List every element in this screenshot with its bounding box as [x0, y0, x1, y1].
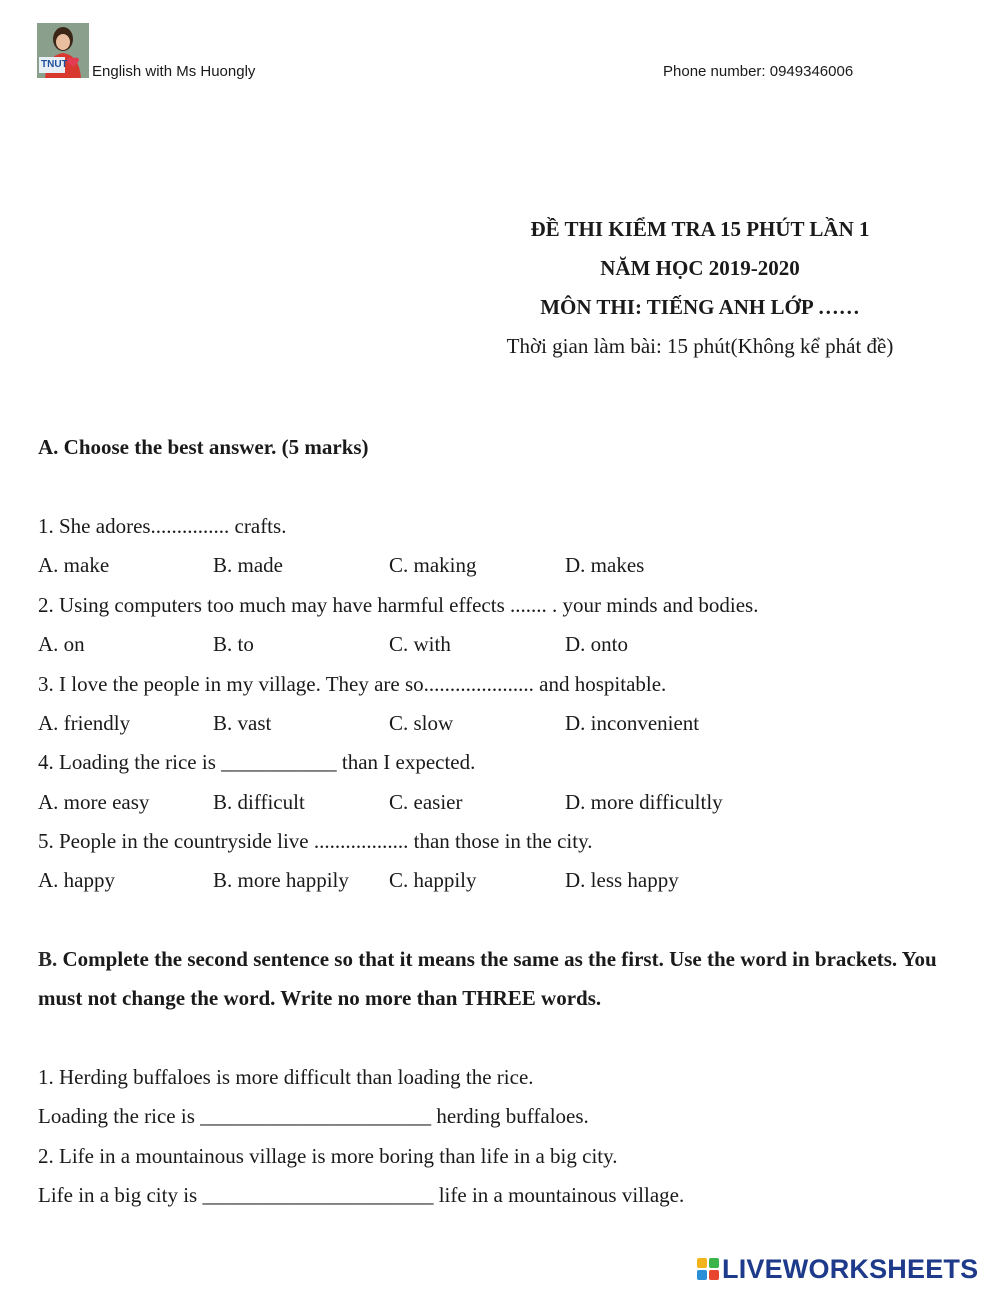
avatar-sign-text: TNUT: [41, 59, 68, 70]
rewrite-answer-1[interactable]: Loading the rice is ______________________ herding buffaloes.: [38, 1104, 589, 1128]
option-a[interactable]: A. happy: [38, 868, 115, 892]
section-b-instruction: Complete the second sentence so that it means the same as the first. Use the word in brackets. You must not change the word. Write no more than THREE words.: [38, 947, 937, 1010]
header-phone: Phone number: 0949346006: [663, 63, 854, 80]
question-2: 2. Using computers too much may have harmful effects ....... . your minds and bodies.: [38, 593, 759, 617]
option-b[interactable]: B. vast: [213, 711, 272, 735]
school-year: NĂM HỌC 2019-2020: [600, 256, 800, 280]
exam-title: ĐỀ THI KIỂM TRA 15 PHÚT LẦN 1: [530, 217, 870, 241]
option-a[interactable]: A. on: [38, 632, 85, 656]
option-a[interactable]: A. make: [38, 553, 110, 577]
rewrite-answer-2[interactable]: Life in a big city is ______________________ life in a mountainous village.: [38, 1183, 685, 1207]
header-left: English with Ms Huongly: [92, 63, 256, 80]
option-a[interactable]: A. more easy: [38, 790, 150, 814]
logo-blocks-icon: [697, 1258, 719, 1280]
logo-block: [709, 1270, 719, 1280]
option-d[interactable]: D. inconvenient: [565, 711, 700, 735]
question-1: 1. She adores............... crafts.: [38, 514, 287, 538]
rewrite-original-2: 2. Life in a mountainous village is more boring than life in a big city.: [38, 1144, 618, 1168]
option-d[interactable]: D. less happy: [565, 868, 679, 892]
option-a[interactable]: A. friendly: [38, 711, 131, 735]
option-b[interactable]: B. to: [213, 632, 254, 656]
logo-block: [697, 1270, 707, 1280]
logo-text: LIVEWORKSHEETS: [722, 1253, 979, 1284]
option-b[interactable]: B. difficult: [213, 790, 305, 814]
section-b-letter: B.: [38, 947, 58, 971]
option-c[interactable]: C. easier: [389, 790, 463, 814]
rewrite-original-1: 1. Herding buffaloes is more difficult than loading the rice.: [38, 1065, 534, 1089]
option-c[interactable]: C. making: [389, 553, 477, 577]
question-4: 4. Loading the rice is ___________ than I expected.: [38, 750, 476, 774]
option-c[interactable]: C. with: [389, 632, 451, 656]
section-a-heading: A. Choose the best answer. (5 marks): [38, 435, 369, 459]
question-5: 5. People in the countryside live .................. than those in the city.: [38, 829, 593, 853]
question-3: 3. I love the people in my village. They are so..................... and hospitable.: [38, 672, 667, 696]
option-b[interactable]: B. more happily: [213, 868, 349, 892]
option-d[interactable]: D. more difficultly: [565, 790, 723, 814]
option-c[interactable]: C. happily: [389, 868, 477, 892]
time-allowed: Thời gian làm bài: 15 phút(Không kể phát đề): [506, 334, 894, 358]
subject: MÔN THI: TIẾNG ANH LỚP ……: [540, 295, 860, 319]
avatar: [37, 23, 89, 78]
liveworksheets-logo: [697, 1251, 978, 1287]
logo-block: [709, 1258, 719, 1268]
option-b[interactable]: B. made: [213, 553, 283, 577]
option-c[interactable]: C. slow: [389, 711, 454, 735]
logo-block: [697, 1258, 707, 1268]
option-d[interactable]: D. onto: [565, 632, 628, 656]
section-b-heading: [38, 940, 938, 1018]
option-d[interactable]: D. makes: [565, 553, 645, 577]
exam-title-block: [440, 210, 960, 366]
